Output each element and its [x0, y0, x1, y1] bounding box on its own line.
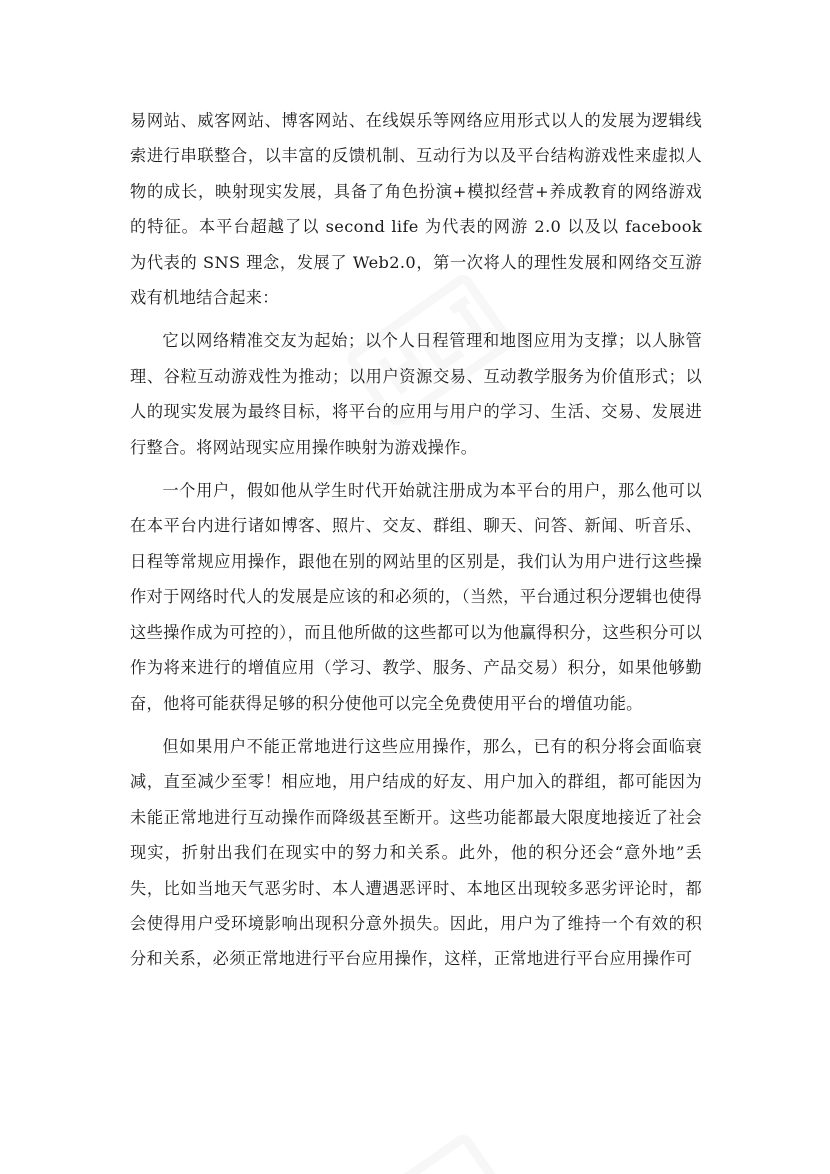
paragraph-3: 一个用户，假如他从学生时代开始就注册成为本平台的用户，那么他可以在本平台内进行诸如博客、照片、交友、群组、聊天、问答、新闻、听音乐、日程等常规应用操作，跟他在别的网站里的区别是，我们认为用户进行这些操作对于网络时代人的发展是应该的和必须的，（当然，平台通过积分逻辑也使得这些操作成为可控的），而且他所做的这些都可以为他赢得积分，这些积分可以作为将来进行的增值应用（学习、教学、服务、产品交易）积分，如果他够勤奋，他将可能获得足够的积分使他可以完全免费使用平台的增值功能。	[130, 481, 702, 713]
paragraph-1: 易网站、威客网站、博客网站、在线娱乐等网络应用形式以人的发展为逻辑线索进行串联整合，以丰富的反馈机制、互动行为以及平台结构游戏性来虚拟人物的成长，映射现实发展，具备了角色扮演+模拟经营+养成教育的网络游戏的特征。本平台超越了以 second life 为代表的网游 2.0 以及以 facebook 为代表的 SNS 理念，发展了 Web2.0，第一次将人的理性发展和网络交互游戏有机地结合起来：	[130, 111, 702, 308]
logo-watermark-icon	[330, 1110, 530, 1174]
paragraph-2: 它以网络精准交友为起始；以个人日程管理和地图应用为支撑；以人脉管理、谷粒互动游戏性为推动；以用户资源交易、互动教学服务为价值形式；以人的现实发展为最终目标，将平台的应用与用户的学习、生活、交易、发展进行整合。将网站现实应用操作映射为游戏操作。	[130, 331, 702, 457]
paragraph-4: 但如果用户不能正常地进行这些应用操作，那么，已有的积分将会面临衰减，直至减少至零！相应地，用户结成的好友、用户加入的群组，都可能因为未能正常地进行互动操作而降级甚至断开。这些功能都最大限度地接近了社会现实，折射出我们在现实中的努力和关系。此外，他的积分还会“意外地”丢失，比如当地天气恶劣时、本人遭遇恶评时、本地区出现较多恶劣评论时，都会使得用户受环境影响出现积分意外损失。因此，用户为了维持一个有效的积分和关系，必须正常地进行平台应用操作，这样，正常地进行平台应用操作可	[130, 736, 702, 969]
document-body	[130, 103, 702, 985]
